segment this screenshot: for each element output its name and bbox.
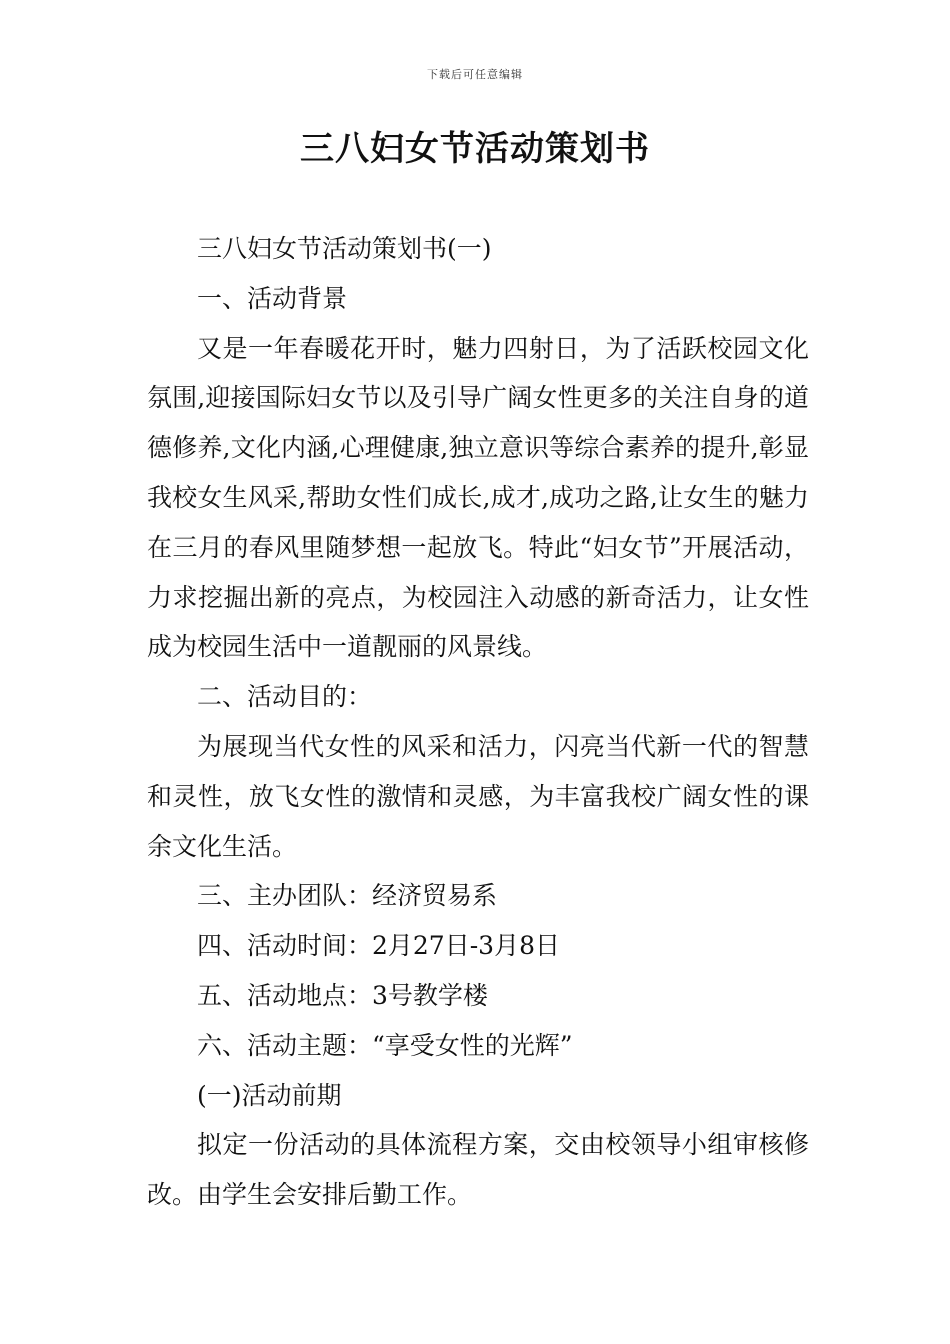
- paragraph-purpose: 为展现当代女性的风采和活力，闪亮当代新一代的智慧和灵性，放飞女性的激情和灵感，为丰富我校广阔女性的课余文化生活。: [147, 731, 809, 861]
- item-time: 四、活动时间：2月27日-3月8日: [197, 931, 560, 961]
- document-title: 三八妇女节活动策划书: [300, 129, 650, 169]
- section-heading-plan-one: 三八妇女节活动策划书(一): [197, 234, 492, 263]
- item-location: 五、活动地点：3号教学楼: [197, 980, 488, 1010]
- paragraph-background: 又是一年春暖花开时，魅力四射日，为了活跃校园文化氛围,迎接国际妇女节以及引导广阔女性更多的关注自身的道德修养,文化内涵,心理健康,独立意识等综合素养的提升,彰显我校女生风采,帮助女性们成长,成才,成功之路,让女生的魅力在三月的春风里随梦想一起放飞。特此“妇女节”开展活动，力求挖掘出新的亮点，为校园注入动感的新奇活力，让女性成为校园生活中一道靓丽的风景线。: [147, 333, 809, 662]
- page-header-note: 下载后可任意编辑: [427, 68, 523, 81]
- item-theme: 六、活动主题：“享受女性的光辉”: [197, 1030, 573, 1060]
- section-heading-background: 一、活动背景: [197, 283, 348, 313]
- document-body: [147, 224, 809, 1220]
- paragraph-preparation: 拟定一份活动的具体流程方案，交由校领导小组审核修改。由学生会安排后勤工作。: [147, 1130, 809, 1210]
- subsection-heading-preparation: (一)活动前期: [197, 1080, 342, 1110]
- section-heading-purpose: 二、活动目的：: [197, 682, 373, 712]
- item-organizer: 三、主办团队：经济贸易系: [197, 881, 498, 911]
